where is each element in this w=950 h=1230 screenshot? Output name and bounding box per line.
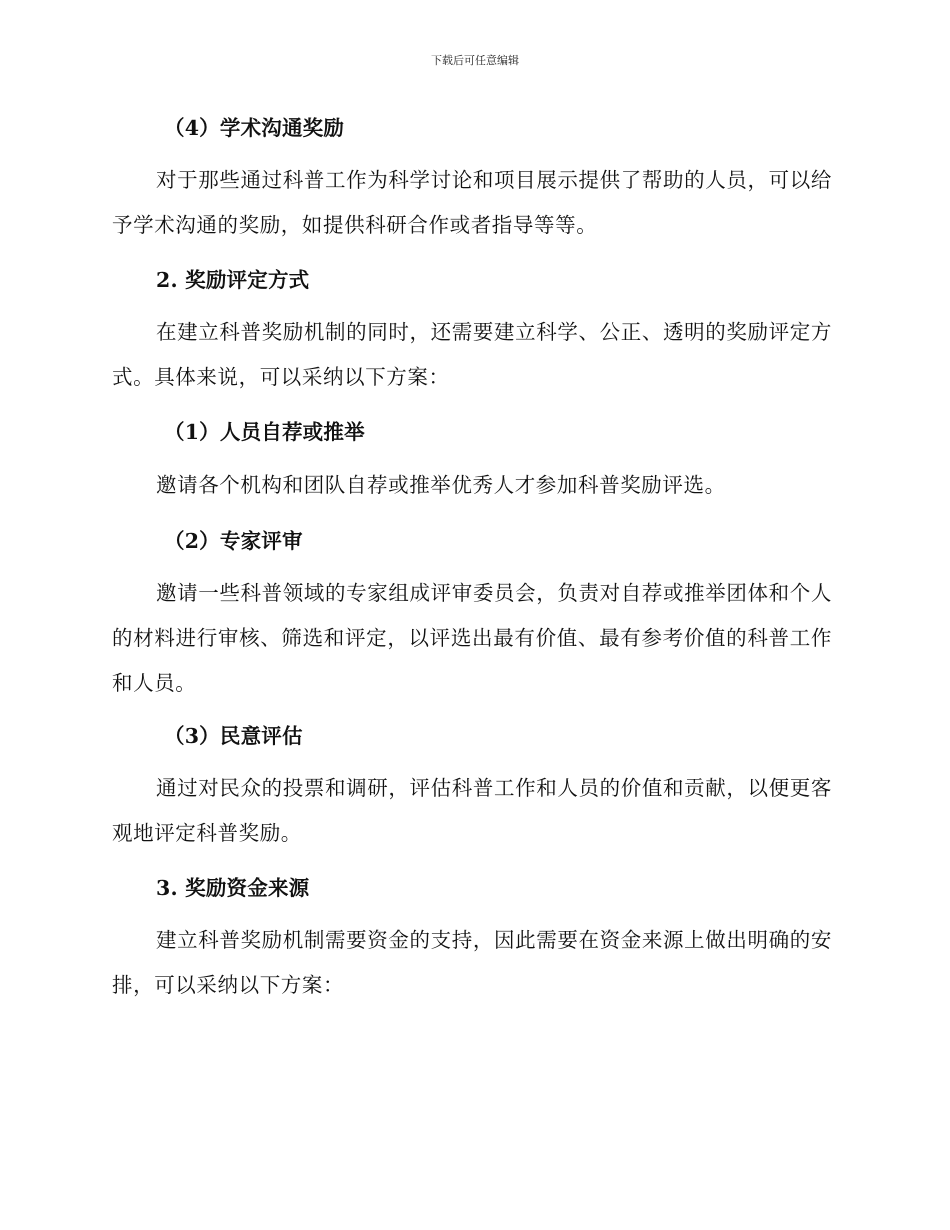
subheading-self-recommend: （1）人员自荐或推举	[164, 420, 365, 444]
paragraph-expert-review: 邀请一些科普领域的专家组成评审委员会，负责对自荐或推举团体和个人的材料进行审核、筛选和评定，以评选出最有价值、最有参考价值的科普工作和人员。	[112, 581, 832, 695]
subheading-academic-communication: （4）学术沟通奖励	[164, 116, 345, 140]
paragraph-public-opinion: 通过对民众的投票和调研，评估科普工作和人员的价值和贡献，以便更客观地评定科普奖励。	[112, 776, 832, 845]
heading-funding-source: 3. 奖励资金来源	[156, 876, 310, 900]
paragraph-academic-communication: 对于那些通过科普工作为科学讨论和项目展示提供了帮助的人员，可以给予学术沟通的奖励，如提供科研合作或者指导等等。	[112, 168, 832, 237]
paragraph-award-evaluation: 在建立科普奖励机制的同时，还需要建立科学、公正、透明的奖励评定方式。具体来说，可以采纳以下方案：	[112, 320, 832, 389]
subheading-public-opinion: （3）民意评估	[164, 724, 303, 748]
page-header: 下载后可任意编辑	[431, 54, 519, 67]
subheading-expert-review: （2）专家评审	[164, 529, 303, 553]
paragraph-self-recommend: 邀请各个机构和团队自荐或推举优秀人才参加科普奖励评选。	[156, 473, 726, 497]
heading-award-evaluation: 2. 奖励评定方式	[156, 268, 310, 292]
paragraph-funding-source: 建立科普奖励机制需要资金的支持，因此需要在资金来源上做出明确的安排，可以采纳以下方案：	[112, 928, 832, 997]
